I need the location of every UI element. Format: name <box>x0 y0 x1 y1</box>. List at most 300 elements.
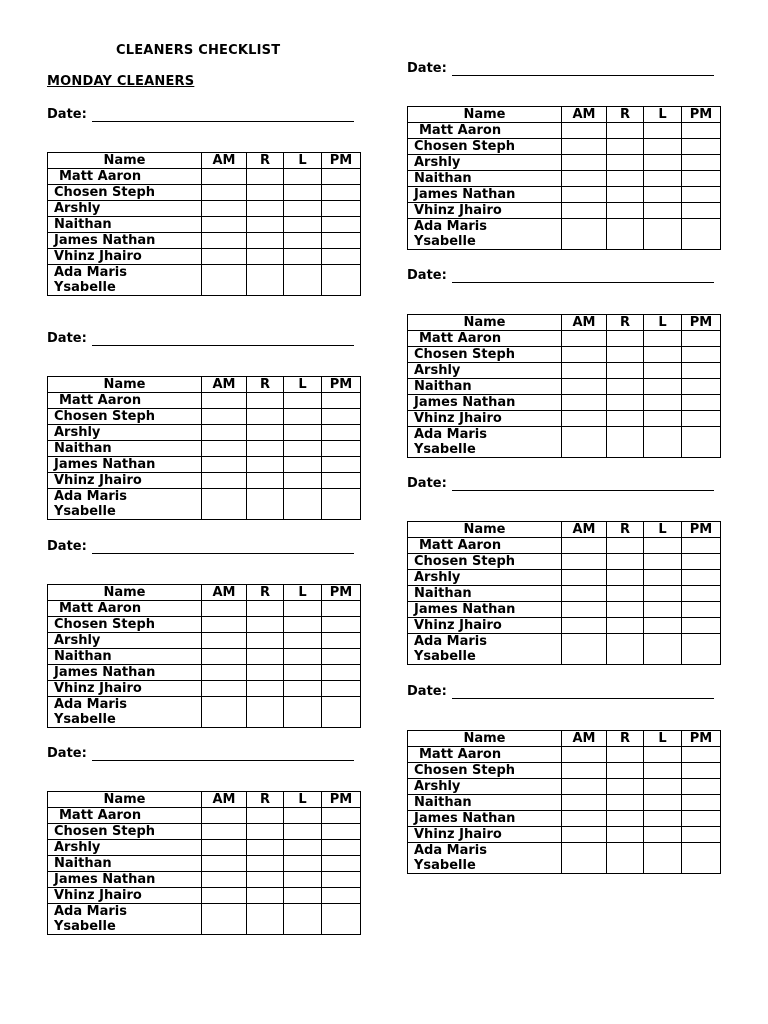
check-cell[interactable] <box>607 763 644 779</box>
check-cell[interactable] <box>682 602 721 618</box>
check-cell[interactable] <box>682 554 721 570</box>
check-cell[interactable] <box>202 217 247 233</box>
check-cell[interactable] <box>322 697 361 728</box>
column-header: L <box>644 107 682 123</box>
checklist-table <box>407 730 721 874</box>
check-cell[interactable] <box>284 473 322 489</box>
check-cell[interactable] <box>682 747 721 763</box>
cleaner-name <box>48 697 202 728</box>
check-cell[interactable] <box>247 233 284 249</box>
table-row <box>408 187 721 203</box>
check-cell[interactable] <box>284 185 322 201</box>
table-row <box>408 219 721 250</box>
cleaner-name: James Nathan <box>48 233 202 249</box>
check-cell[interactable] <box>607 155 644 171</box>
check-cell[interactable] <box>682 219 721 250</box>
check-cell[interactable] <box>247 856 284 872</box>
check-cell[interactable] <box>247 217 284 233</box>
check-cell[interactable] <box>607 634 644 665</box>
check-cell[interactable] <box>644 155 682 171</box>
cleaner-name: Naithan <box>48 441 202 457</box>
table-row <box>48 265 361 296</box>
check-cell[interactable] <box>284 441 322 457</box>
table-row <box>408 347 721 363</box>
check-cell[interactable] <box>607 570 644 586</box>
column-header: Name <box>408 315 562 331</box>
check-cell[interactable] <box>247 393 284 409</box>
check-cell[interactable] <box>607 331 644 347</box>
table-row <box>408 379 721 395</box>
check-cell[interactable] <box>247 872 284 888</box>
check-cell[interactable] <box>607 618 644 634</box>
check-cell[interactable] <box>284 872 322 888</box>
check-cell[interactable] <box>644 187 682 203</box>
check-cell[interactable] <box>247 888 284 904</box>
check-cell[interactable] <box>607 586 644 602</box>
check-cell[interactable] <box>562 427 607 458</box>
date-blank-field <box>452 61 714 76</box>
check-cell[interactable] <box>607 747 644 763</box>
check-cell[interactable] <box>202 665 247 681</box>
check-cell[interactable] <box>322 233 361 249</box>
cleaner-name: James Nathan <box>408 395 562 411</box>
cleaner-name: Matt Aaron <box>48 808 202 824</box>
check-cell[interactable] <box>607 795 644 811</box>
check-cell[interactable] <box>322 872 361 888</box>
check-cell[interactable] <box>644 538 682 554</box>
check-cell[interactable] <box>562 538 607 554</box>
check-cell[interactable] <box>644 331 682 347</box>
check-cell[interactable] <box>682 586 721 602</box>
check-cell[interactable] <box>247 633 284 649</box>
check-cell[interactable] <box>607 779 644 795</box>
check-cell[interactable] <box>644 795 682 811</box>
table-row <box>408 811 721 827</box>
date-line <box>47 328 354 346</box>
check-cell[interactable] <box>284 617 322 633</box>
check-cell[interactable] <box>682 843 721 874</box>
check-cell[interactable] <box>644 747 682 763</box>
column-header: Name <box>48 377 202 393</box>
cleaner-name: Vhinz Jhairo <box>48 249 202 265</box>
check-cell[interactable] <box>202 872 247 888</box>
check-cell[interactable] <box>682 634 721 665</box>
check-cell[interactable] <box>562 411 607 427</box>
cleaner-name: Matt Aaron <box>48 169 202 185</box>
check-cell[interactable] <box>284 856 322 872</box>
check-cell[interactable] <box>562 139 607 155</box>
check-cell[interactable] <box>202 409 247 425</box>
check-cell[interactable] <box>247 185 284 201</box>
check-cell[interactable] <box>644 219 682 250</box>
check-cell[interactable] <box>322 489 361 520</box>
check-cell[interactable] <box>644 779 682 795</box>
column-header: L <box>644 522 682 538</box>
table-header-row <box>48 153 361 169</box>
cleaner-name: Matt Aaron <box>408 331 562 347</box>
cleaner-name: Chosen Steph <box>408 763 562 779</box>
check-cell[interactable] <box>284 601 322 617</box>
date-line <box>407 681 714 699</box>
check-cell[interactable] <box>562 379 607 395</box>
check-cell[interactable] <box>607 427 644 458</box>
check-cell[interactable] <box>644 347 682 363</box>
check-cell[interactable] <box>322 425 361 441</box>
check-cell[interactable] <box>284 249 322 265</box>
check-cell[interactable] <box>322 265 361 296</box>
check-cell[interactable] <box>644 843 682 874</box>
check-cell[interactable] <box>562 763 607 779</box>
check-cell[interactable] <box>682 123 721 139</box>
check-cell[interactable] <box>682 811 721 827</box>
check-cell[interactable] <box>284 457 322 473</box>
table-row <box>48 665 361 681</box>
check-cell[interactable] <box>284 840 322 856</box>
cleaner-name: Arshly <box>408 155 562 171</box>
check-cell[interactable] <box>284 888 322 904</box>
check-cell[interactable] <box>682 363 721 379</box>
column-header: PM <box>322 792 361 808</box>
check-cell[interactable] <box>322 409 361 425</box>
check-cell[interactable] <box>202 489 247 520</box>
check-cell[interactable] <box>644 570 682 586</box>
check-cell[interactable] <box>682 379 721 395</box>
check-cell[interactable] <box>607 811 644 827</box>
check-cell[interactable] <box>284 489 322 520</box>
check-cell[interactable] <box>644 618 682 634</box>
cleaner-name: Vhinz Jhairo <box>408 827 562 843</box>
cleaner-name <box>408 427 562 458</box>
check-cell[interactable] <box>322 808 361 824</box>
column-header: R <box>607 315 644 331</box>
check-cell[interactable] <box>322 856 361 872</box>
check-cell[interactable] <box>322 473 361 489</box>
cleaner-name: Naithan <box>48 649 202 665</box>
check-cell[interactable] <box>562 811 607 827</box>
table-row <box>408 395 721 411</box>
check-cell[interactable] <box>284 425 322 441</box>
check-cell[interactable] <box>202 425 247 441</box>
check-cell[interactable] <box>562 747 607 763</box>
check-cell[interactable] <box>247 201 284 217</box>
check-cell[interactable] <box>682 827 721 843</box>
checklist-table <box>407 106 721 250</box>
check-cell[interactable] <box>284 217 322 233</box>
check-cell[interactable] <box>607 827 644 843</box>
check-cell[interactable] <box>644 171 682 187</box>
table-row <box>48 617 361 633</box>
check-cell[interactable] <box>644 123 682 139</box>
check-cell[interactable] <box>247 681 284 697</box>
column-header: AM <box>562 731 607 747</box>
check-cell[interactable] <box>682 795 721 811</box>
check-cell[interactable] <box>202 904 247 935</box>
check-cell[interactable] <box>202 473 247 489</box>
check-cell[interactable] <box>284 633 322 649</box>
check-cell[interactable] <box>562 827 607 843</box>
check-cell[interactable] <box>562 219 607 250</box>
check-cell[interactable] <box>682 171 721 187</box>
check-cell[interactable] <box>607 395 644 411</box>
check-cell[interactable] <box>247 649 284 665</box>
check-cell[interactable] <box>562 618 607 634</box>
check-cell[interactable] <box>247 441 284 457</box>
check-cell[interactable] <box>607 554 644 570</box>
check-cell[interactable] <box>682 427 721 458</box>
table-row <box>48 457 361 473</box>
check-cell[interactable] <box>202 393 247 409</box>
check-cell[interactable] <box>202 649 247 665</box>
column-header: AM <box>202 585 247 601</box>
column-header: L <box>644 731 682 747</box>
check-cell[interactable] <box>322 904 361 935</box>
check-cell[interactable] <box>682 331 721 347</box>
check-cell[interactable] <box>284 265 322 296</box>
check-cell[interactable] <box>682 538 721 554</box>
table-row <box>408 602 721 618</box>
check-cell[interactable] <box>284 665 322 681</box>
column-header: AM <box>202 792 247 808</box>
table-row <box>48 169 361 185</box>
check-cell[interactable] <box>562 554 607 570</box>
check-cell[interactable] <box>284 169 322 185</box>
check-cell[interactable] <box>562 363 607 379</box>
check-cell[interactable] <box>247 249 284 265</box>
check-cell[interactable] <box>322 201 361 217</box>
check-cell[interactable] <box>284 904 322 935</box>
check-cell[interactable] <box>247 169 284 185</box>
check-cell[interactable] <box>682 347 721 363</box>
check-cell[interactable] <box>202 233 247 249</box>
check-cell[interactable] <box>607 379 644 395</box>
check-cell[interactable] <box>607 411 644 427</box>
check-cell[interactable] <box>607 602 644 618</box>
check-cell[interactable] <box>562 586 607 602</box>
check-cell[interactable] <box>247 904 284 935</box>
table-row <box>408 411 721 427</box>
check-cell[interactable] <box>607 363 644 379</box>
check-cell[interactable] <box>562 602 607 618</box>
column-header: Name <box>48 585 202 601</box>
check-cell[interactable] <box>322 601 361 617</box>
date-label: Date: <box>407 476 447 491</box>
check-cell[interactable] <box>284 233 322 249</box>
check-cell[interactable] <box>607 347 644 363</box>
check-cell[interactable] <box>247 489 284 520</box>
column-header: AM <box>562 522 607 538</box>
check-cell[interactable] <box>682 187 721 203</box>
check-cell[interactable] <box>202 169 247 185</box>
check-cell[interactable] <box>322 441 361 457</box>
check-cell[interactable] <box>322 681 361 697</box>
check-cell[interactable] <box>202 697 247 728</box>
check-cell[interactable] <box>247 840 284 856</box>
check-cell[interactable] <box>284 409 322 425</box>
check-cell[interactable] <box>644 203 682 219</box>
check-cell[interactable] <box>322 617 361 633</box>
check-cell[interactable] <box>247 617 284 633</box>
column-header: AM <box>562 107 607 123</box>
check-cell[interactable] <box>247 808 284 824</box>
check-cell[interactable] <box>322 457 361 473</box>
check-cell[interactable] <box>322 824 361 840</box>
cleaner-name: James Nathan <box>48 872 202 888</box>
check-cell[interactable] <box>247 665 284 681</box>
check-cell[interactable] <box>247 425 284 441</box>
table-header-row <box>48 585 361 601</box>
check-cell[interactable] <box>644 427 682 458</box>
table-row <box>48 872 361 888</box>
check-cell[interactable] <box>607 538 644 554</box>
check-cell[interactable] <box>562 123 607 139</box>
check-cell[interactable] <box>202 824 247 840</box>
check-cell[interactable] <box>682 570 721 586</box>
page-subtitle: MONDAY CLEANERS <box>47 74 195 89</box>
check-cell[interactable] <box>682 763 721 779</box>
check-cell[interactable] <box>607 219 644 250</box>
check-cell[interactable] <box>247 457 284 473</box>
date-label: Date: <box>47 331 87 346</box>
cleaner-name: Arshly <box>408 363 562 379</box>
check-cell[interactable] <box>202 441 247 457</box>
check-cell[interactable] <box>644 827 682 843</box>
check-cell[interactable] <box>562 347 607 363</box>
check-cell[interactable] <box>562 634 607 665</box>
check-cell[interactable] <box>202 249 247 265</box>
check-cell[interactable] <box>644 634 682 665</box>
check-cell[interactable] <box>562 779 607 795</box>
check-cell[interactable] <box>247 601 284 617</box>
check-cell[interactable] <box>284 201 322 217</box>
check-cell[interactable] <box>202 601 247 617</box>
check-cell[interactable] <box>562 203 607 219</box>
date-blank-field <box>92 539 354 554</box>
check-cell[interactable] <box>284 824 322 840</box>
check-cell[interactable] <box>682 155 721 171</box>
check-cell[interactable] <box>562 155 607 171</box>
table-row <box>48 441 361 457</box>
check-cell[interactable] <box>562 795 607 811</box>
check-cell[interactable] <box>607 187 644 203</box>
date-label: Date: <box>407 684 447 699</box>
check-cell[interactable] <box>607 203 644 219</box>
check-cell[interactable] <box>644 379 682 395</box>
check-cell[interactable] <box>284 649 322 665</box>
check-cell[interactable] <box>284 681 322 697</box>
check-cell[interactable] <box>202 617 247 633</box>
check-cell[interactable] <box>202 265 247 296</box>
check-cell[interactable] <box>682 395 721 411</box>
check-cell[interactable] <box>644 395 682 411</box>
check-cell[interactable] <box>644 554 682 570</box>
check-cell[interactable] <box>562 331 607 347</box>
column-header: Name <box>48 792 202 808</box>
check-cell[interactable] <box>322 393 361 409</box>
date-blank-field <box>92 107 354 122</box>
check-cell[interactable] <box>322 185 361 201</box>
table-header-row <box>408 731 721 747</box>
check-cell[interactable] <box>202 808 247 824</box>
check-cell[interactable] <box>607 123 644 139</box>
check-cell[interactable] <box>247 409 284 425</box>
check-cell[interactable] <box>322 169 361 185</box>
table-header-row <box>408 107 721 123</box>
table-row <box>408 618 721 634</box>
check-cell[interactable] <box>562 570 607 586</box>
check-cell[interactable] <box>284 393 322 409</box>
table-row <box>408 827 721 843</box>
cleaner-name: James Nathan <box>408 602 562 618</box>
check-cell[interactable] <box>247 824 284 840</box>
check-cell[interactable] <box>682 411 721 427</box>
date-line <box>47 743 354 761</box>
cleaner-name: James Nathan <box>408 811 562 827</box>
check-cell[interactable] <box>202 888 247 904</box>
check-cell[interactable] <box>682 779 721 795</box>
column-header: PM <box>682 107 721 123</box>
date-label: Date: <box>407 268 447 283</box>
check-cell[interactable] <box>284 697 322 728</box>
check-cell[interactable] <box>607 171 644 187</box>
check-cell[interactable] <box>322 649 361 665</box>
check-cell[interactable] <box>202 457 247 473</box>
check-cell[interactable] <box>562 171 607 187</box>
check-cell[interactable] <box>562 843 607 874</box>
check-cell[interactable] <box>202 185 247 201</box>
check-cell[interactable] <box>644 411 682 427</box>
check-cell[interactable] <box>202 856 247 872</box>
column-header: R <box>607 107 644 123</box>
check-cell[interactable] <box>202 201 247 217</box>
check-cell[interactable] <box>202 840 247 856</box>
check-cell[interactable] <box>322 665 361 681</box>
check-cell[interactable] <box>682 618 721 634</box>
check-cell[interactable] <box>644 139 682 155</box>
check-cell[interactable] <box>202 681 247 697</box>
check-cell[interactable] <box>682 203 721 219</box>
check-cell[interactable] <box>322 633 361 649</box>
column-header: L <box>644 315 682 331</box>
check-cell[interactable] <box>247 265 284 296</box>
check-cell[interactable] <box>322 249 361 265</box>
check-cell[interactable] <box>247 697 284 728</box>
date-line <box>407 473 714 491</box>
table-row <box>48 409 361 425</box>
check-cell[interactable] <box>644 586 682 602</box>
table-row <box>408 763 721 779</box>
cleaner-name: Chosen Steph <box>48 409 202 425</box>
cleaner-name: James Nathan <box>408 187 562 203</box>
check-cell[interactable] <box>562 395 607 411</box>
check-cell[interactable] <box>202 633 247 649</box>
check-cell[interactable] <box>322 217 361 233</box>
check-cell[interactable] <box>322 840 361 856</box>
check-cell[interactable] <box>247 473 284 489</box>
cleaner-name-line: Ada Maris <box>414 219 487 234</box>
check-cell[interactable] <box>682 139 721 155</box>
table-row <box>48 888 361 904</box>
check-cell[interactable] <box>607 139 644 155</box>
check-cell[interactable] <box>284 808 322 824</box>
check-cell[interactable] <box>562 187 607 203</box>
check-cell[interactable] <box>644 363 682 379</box>
check-cell[interactable] <box>644 763 682 779</box>
table-row <box>408 203 721 219</box>
check-cell[interactable] <box>322 888 361 904</box>
check-cell[interactable] <box>644 811 682 827</box>
check-cell[interactable] <box>607 843 644 874</box>
check-cell[interactable] <box>644 602 682 618</box>
